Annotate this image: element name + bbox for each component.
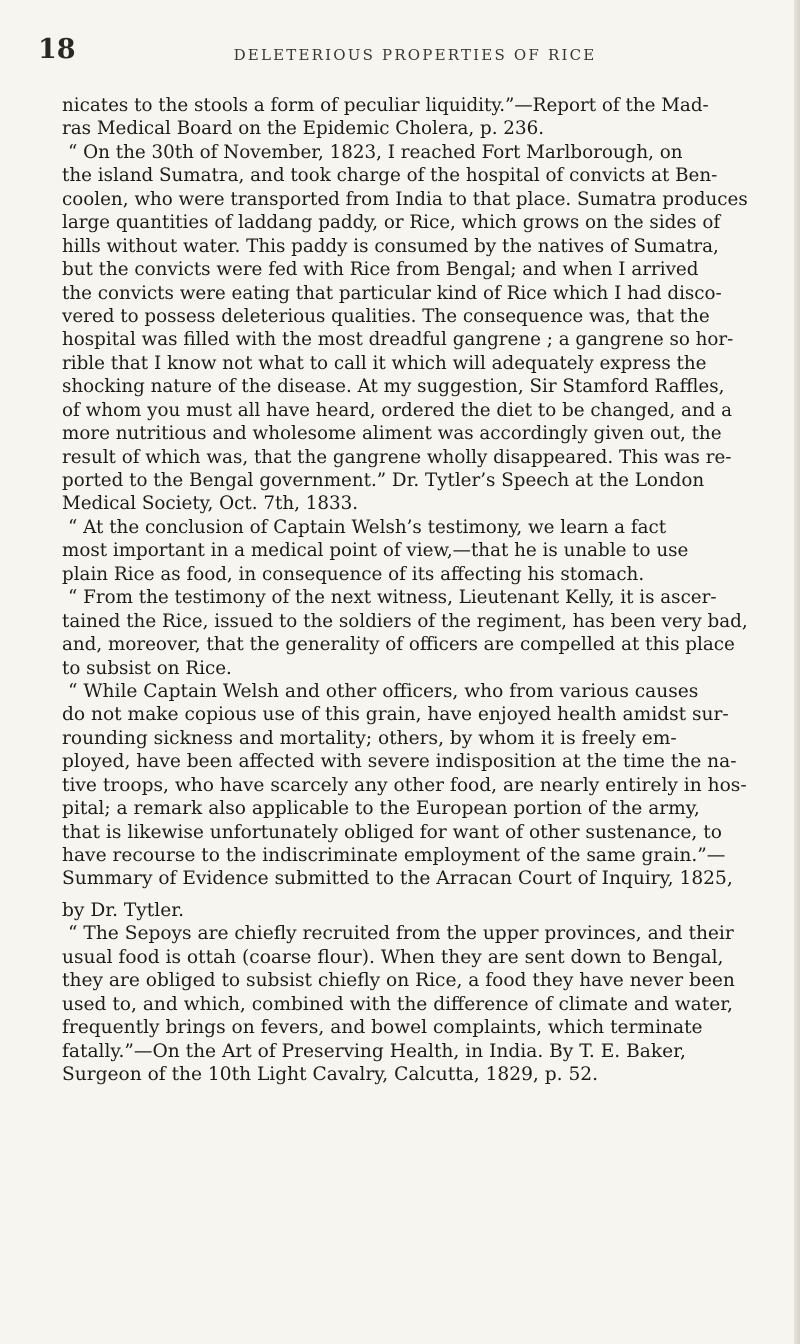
text-line: the island Sumatra, and took charge of the hospital of convicts at Ben- [62,165,718,187]
text-line: Summary of Evidence submitted to the Arracan Court of Inquiry, 1825, [62,868,733,890]
text-line: tained the Rice, issued to the soldiers of the regiment, has been very bad, [62,610,748,632]
text-line: tive troops, who have scarcely any other food, are nearly entirely in hos- [62,774,747,796]
lower-text-block [62,680,747,1086]
text-line: frequently brings on fevers, and bowel complaints, which terminate [62,1017,703,1039]
text-line: and, moreover, that the generality of officers are compelled at this place [62,634,735,656]
text-line: shocking nature of the disease. At my suggestion, Sir Stamford Raffles, [62,376,725,398]
text-line: ployed, have been affected with severe indisposition at the time the na- [62,751,737,773]
text-line: rible that I know not what to call it which will adequately express the [62,352,707,374]
body-text [62,94,748,1086]
text-line: more nutritious and wholesome aliment was accordingly given out, the [62,423,722,445]
text-line: the convicts were eating that particular kind of Rice which I had disco- [62,282,722,304]
text-line: plain Rice as food, in consequence of its affecting his stomach. [62,563,645,585]
text-line: Medical Society, Oct. 7th, 1833. [62,493,359,515]
text-line: have recourse to the indiscriminate employment of the same grain.”— [62,845,726,866]
text-line: pital; a remark also applicable to the European portion of the army, [62,798,700,820]
text-line: “ The Sepoys are chiefly recruited from the upper provinces, and their [68,923,734,945]
text-line: that is likewise unfortunately obliged for want of other sustenance, to [62,821,722,843]
paragraph-gap [62,891,734,899]
text-line: ras Medical Board on the Epidemic Cholera, p. 236. [62,118,545,140]
text-line: hills without water. This paddy is consumed by the natives of Sumatra, [62,235,719,257]
page-number: 18 [38,34,76,65]
text-line: used to, and which, combined with the difference of climate and water, [62,993,733,1015]
running-title: DELETERIOUS PROPERTIES OF RICE [233,46,597,64]
text-line: to subsist on Rice. [62,657,232,679]
text-line: ported to the Bengal government.” Dr. Tytler’s Speech at the London [62,470,705,491]
text-line: fatally.”—On the Art of Preserving Health, in India. By T. E. Baker, [62,1040,686,1062]
text-line: usual food is ottah (coarse flour). When they are sent down to Bengal, [62,946,724,968]
text-line: but the convicts were fed with Rice from Bengal; and when I arrived [62,259,699,281]
text-line: “ At the conclusion of Captain Welsh’s testimony, we learn a fact [68,516,667,538]
page-edge-shadow [794,0,800,1344]
text-line: vered to possess deleterious qualities. The consequence was, that the [62,305,710,327]
text-line: hospital was filled with the most dreadful gangrene ; a gangrene so hor- [62,329,734,351]
text-line: “ On the 30th of November, 1823, I reached Fort Marlborough, on [68,141,683,163]
text-line: most important in a medical point of view,—that he is unable to use [62,540,689,562]
text-line: by Dr. Tytler. [62,899,184,921]
text-line: of whom you must all have heard, ordered the diet to be changed, and a [62,399,733,421]
text-line: result of which was, that the gangrene wholly disappeared. This was re- [62,446,732,468]
text-line: they are obliged to subsist chiefly on Rice, a food they have never been [62,970,735,992]
text-line: “ While Captain Welsh and other officers, who from various causes [68,680,699,702]
text-line: nicates to the stools a form of peculiar liquidity.”—Report of the Mad- [62,95,709,116]
text-line: large quantities of laddang paddy, or Rice, which grows on the sides of [62,212,721,234]
text-line: Surgeon of the 10th Light Cavalry, Calcutta, 1829, p. 52. [62,1063,599,1085]
text-line: rounding sickness and mortality; others, by whom it is freely em- [62,727,677,749]
text-line: do not make copious use of this grain, have enjoyed health amidst sur- [62,704,729,726]
running-head [0,34,800,74]
text-line: “ From the testimony of the next witness, Lieutenant Kelly, it is ascer- [68,587,717,609]
text-line: coolen, who were transported from India to that place. Sumatra produces [62,188,748,210]
